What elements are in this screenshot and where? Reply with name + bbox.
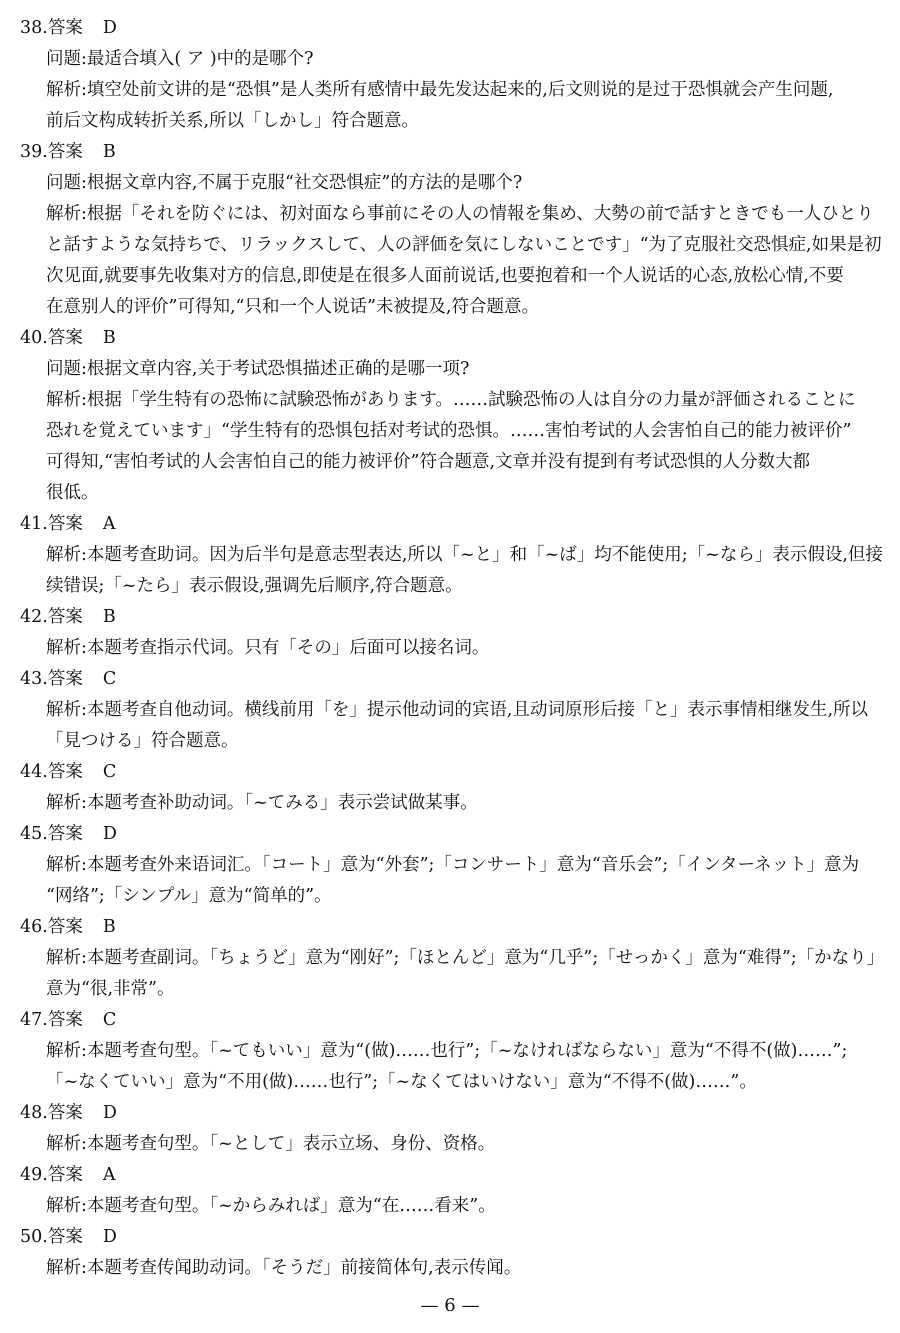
explanation-line: 解析:本题考查自他动词。横线前用「を」提示他动词的宾语,且动词原形后接「と」表示事情相继发生,所以	[46, 700, 869, 720]
answer-letter: D	[102, 18, 117, 38]
answer-heading	[20, 137, 884, 168]
explanation-line: 意为“很,非常”。	[46, 979, 175, 999]
question-number: 42.	[20, 607, 48, 627]
explanation-line: 次见面,就要事先收集对方的信息,即使是在很多人面前说话,也要抱着和一个人说话的心态,放松心情,不要	[46, 266, 844, 286]
answer-letter: C	[102, 669, 117, 689]
explanation-line: 解析:本题考查句型。「~からみれば」意为“在……看来”。	[46, 1196, 496, 1216]
explanation-line: 问题:根据文章内容,关于考试恐惧描述正确的是哪一项?	[46, 359, 470, 379]
explanation-line: 解析:本题考查句型。「~として」表示立场、身份、资格。	[46, 1134, 496, 1154]
explanation-line: と話すような気持ちで、リラックスして、人の評価を気にしないことです」“为了克服社交恐惧症,如果是初	[46, 235, 882, 255]
answer-heading	[20, 1005, 884, 1036]
answer-item	[20, 664, 884, 757]
answer-item	[20, 1222, 884, 1284]
explanation-line: 在意别人的评价”可得知,“只和一个人说话”未被提及,符合题意。	[46, 297, 539, 317]
explanation-line: 续错误;「~たら」表示假设,强调先后顺序,符合题意。	[46, 576, 463, 596]
question-number: 48.	[20, 1103, 48, 1123]
answer-letter: D	[102, 1103, 117, 1123]
answer-label: 答案	[47, 18, 83, 38]
answer-label: 答案	[47, 328, 83, 348]
answer-heading	[20, 819, 884, 850]
answer-heading	[20, 664, 884, 695]
answer-letter: D	[102, 1227, 117, 1247]
explanation-line: 解析:本题考查句型。「~てもいい」意为“(做)……也行”;「~なければならない」意为“不得不(做)……”;	[46, 1041, 848, 1061]
explanation-line: 「~なくていい」意为“不用(做)……也行”;「~なくてはいけない」意为“不得不(做)……”。	[46, 1072, 757, 1092]
answer-heading	[20, 1098, 884, 1129]
question-number: 50.	[20, 1227, 48, 1247]
answer-heading	[20, 509, 884, 540]
answer-label: 答案	[47, 1103, 83, 1123]
answer-letter: A	[102, 1165, 116, 1185]
answer-item	[20, 602, 884, 664]
answer-item	[20, 819, 884, 912]
answer-label: 答案	[47, 1227, 83, 1247]
explanation-line: 问题:最适合填入( ア )中的是哪个?	[46, 49, 314, 69]
explanation-line: 可得知,“害怕考试的人会害怕自己的能力被评价”符合题意,文章并没有提到有考试恐惧的人分数大都	[46, 452, 811, 472]
answer-item	[20, 912, 884, 1005]
answer-letter: A	[102, 514, 116, 534]
answer-heading	[20, 757, 884, 788]
explanation-line: 解析:本题考查副词。「ちょうど」意为“刚好”;「ほとんど」意为“几乎”;「せっかく」意为“难得”;「かなり」	[46, 948, 884, 968]
explanation-line: 很低。	[46, 483, 99, 503]
answer-item	[20, 13, 884, 137]
answer-item	[20, 1160, 884, 1222]
explanation-line: 解析:本题考查助词。因为后半句是意志型表达,所以「~と」和「~ば」均不能使用;「~なら」表示假设,但接	[46, 545, 883, 565]
question-number: 41.	[20, 514, 48, 534]
explanation-line: 前后文构成转折关系,所以「しかし」符合题意。	[46, 111, 420, 131]
answer-item	[20, 1098, 884, 1160]
explanation-line: 解析:填空处前文讲的是“恐惧”是人类所有感情中最先发达起来的,后文则说的是过于恐惧就会产生问题,	[46, 80, 834, 100]
explanation-line: 解析:根据「学生特有の恐怖に試験恐怖があります。……試験恐怖の人は自分の力量が評価されることに	[46, 390, 856, 410]
explanation-line: 解析:本题考查补助动词。「~てみる」表示尝试做某事。	[46, 793, 478, 813]
answer-letter: B	[102, 328, 116, 348]
page-number: — 6 —	[420, 1295, 480, 1316]
answer-letter: C	[102, 762, 117, 782]
answer-item	[20, 757, 884, 819]
answer-heading	[20, 912, 884, 943]
explanation-line: 问题:根据文章内容,不属于克服“社交恐惧症”的方法的是哪个?	[46, 173, 523, 193]
question-number: 40.	[20, 328, 48, 348]
answer-letter: B	[102, 142, 116, 162]
answer-label: 答案	[47, 1010, 83, 1030]
question-number: 44.	[20, 762, 48, 782]
answer-item	[20, 137, 884, 323]
answer-item	[20, 509, 884, 602]
explanation-line: 解析:本题考查传闻助动词。「そうだ」前接简体句,表示传闻。	[46, 1258, 522, 1278]
explanation-line: 恐れを覚えています」“学生特有的恐惧包括对考试的恐惧。……害怕考试的人会害怕自己的能力被评价”	[46, 421, 852, 441]
explanation-line: 解析:本题考查指示代词。只有「その」后面可以接名词。	[46, 638, 490, 658]
explanation-line: 解析:本题考查外来语词汇。「コート」意为“外套”;「コンサート」意为“音乐会”;「インターネット」意为	[46, 855, 860, 875]
answer-heading	[20, 323, 884, 354]
answer-label: 答案	[47, 142, 83, 162]
answer-label: 答案	[47, 762, 83, 782]
answer-label: 答案	[47, 917, 83, 937]
answer-item	[20, 1005, 884, 1098]
question-number: 43.	[20, 669, 48, 689]
explanation-line: 「見つける」符合题意。	[46, 731, 239, 751]
answer-letter: B	[102, 607, 116, 627]
question-number: 49.	[20, 1165, 48, 1185]
answer-heading	[20, 602, 884, 633]
answer-label: 答案	[47, 1165, 83, 1185]
answer-heading	[20, 13, 884, 44]
question-number: 38.	[20, 18, 48, 38]
answer-heading	[20, 1160, 884, 1191]
question-number: 46.	[20, 917, 48, 937]
answer-key-document	[20, 13, 884, 1284]
answer-heading	[20, 1222, 884, 1253]
answer-label: 答案	[47, 607, 83, 627]
answer-label: 答案	[47, 514, 83, 534]
explanation-line: “网络”;「シンプル」意为“简单的”。	[46, 886, 332, 906]
answer-letter: D	[102, 824, 117, 844]
answer-letter: C	[102, 1010, 117, 1030]
answer-label: 答案	[47, 824, 83, 844]
question-number: 47.	[20, 1010, 48, 1030]
question-number: 39.	[20, 142, 48, 162]
answer-item	[20, 323, 884, 509]
answer-label: 答案	[47, 669, 83, 689]
answer-letter: B	[102, 917, 116, 937]
explanation-line: 解析:根据「それを防ぐには、初対面なら事前にその人の情報を集め、大勢の前で話すときでも一人ひとり	[46, 204, 874, 224]
question-number: 45.	[20, 824, 48, 844]
